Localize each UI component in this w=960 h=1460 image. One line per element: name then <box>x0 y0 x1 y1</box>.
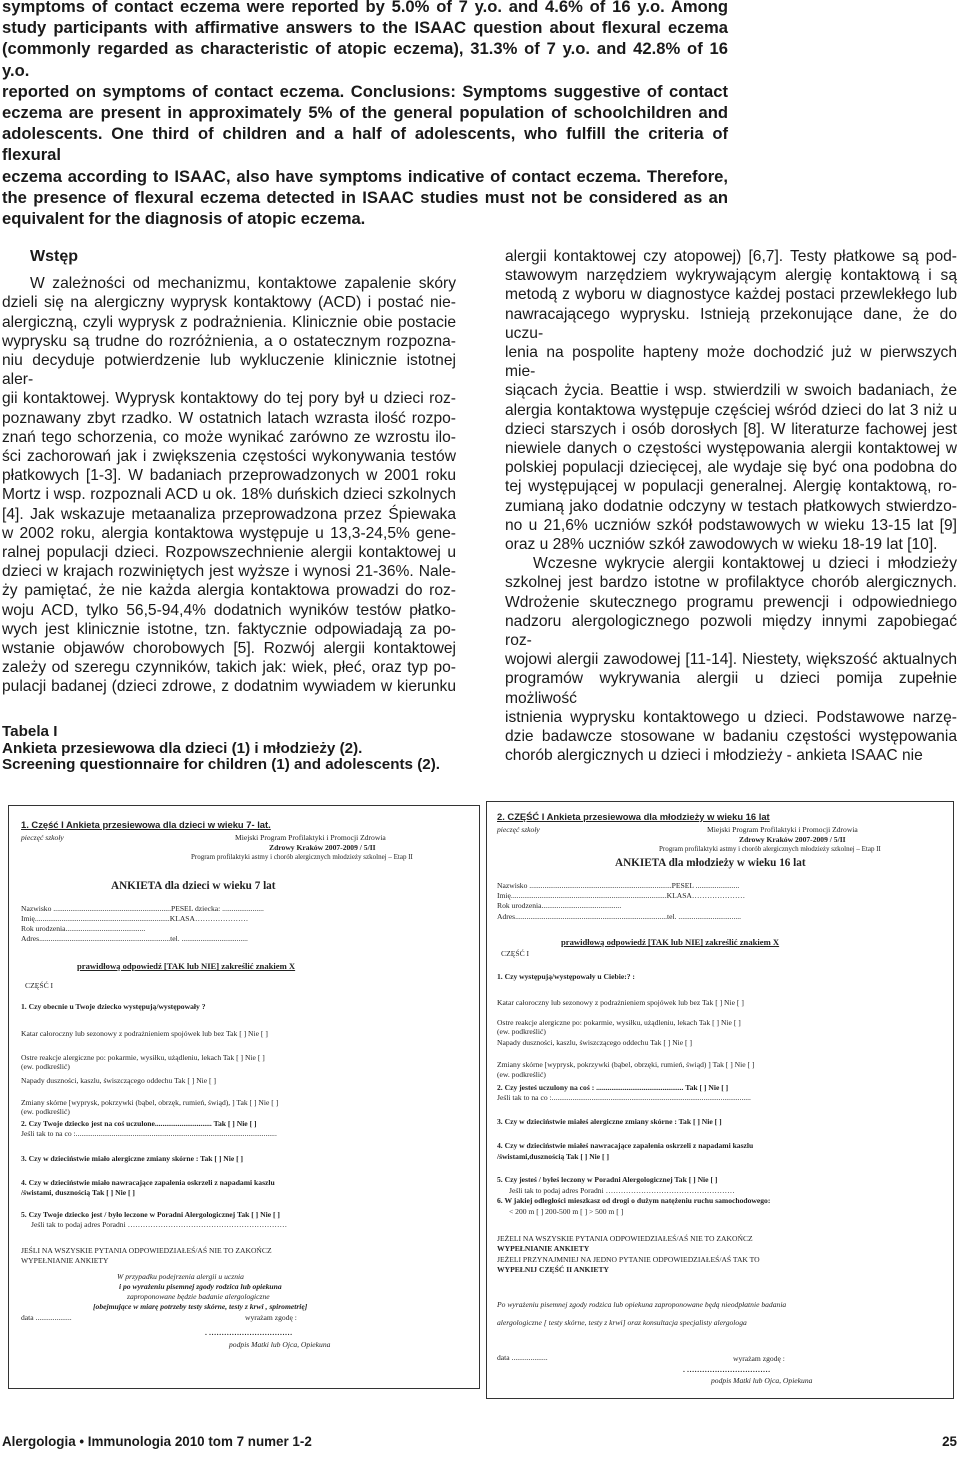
answer-row: Katar całoroczny lub sezonowy z podrażnieniem spojówek lub bez Tak [ ] Nie [ ] <box>497 998 744 1007</box>
question-4: 4. Czy w dzieciństwie miało nawracające zapalenia oskrzeli z napadami kaszlu <box>21 1178 275 1187</box>
text-line: znań tego schorzenia, co może wynikać zarówno ze wzrostu ilo- <box>2 428 456 446</box>
text-line: wych jest klinicznie istotne, tzn. faktycznie odpowiadają za po- <box>2 620 456 638</box>
answer-note: Jeśli tak to na co :......................................................................................................... <box>497 1093 751 1102</box>
text-line: dzieli się na alergiczny wyprysk kontaktowy (ACD) i postać nie- <box>2 294 456 312</box>
text-line: alergiczną, czyli wyprysk z podrażnienia. Klinicznie obie postacie <box>2 313 456 331</box>
answer-row: Ostre reakcje alergiczne po: pokarmie, wysiłku, użądleniu, lekach Tak [ ] Nie [ ] <box>497 1018 741 1027</box>
signature-label: podpis Matki lub Ojca, Opiekuna <box>229 1340 331 1349</box>
text-line: niu decyduje potwierdzenie lub wykluczenie klinicznie istotnej aler- <box>2 352 456 389</box>
form-title: 2. CZĘŚĆ I Ankieta przesiewowa dla młodzieży w wieku 16 lat <box>497 811 770 822</box>
signature-line: . …………………………… <box>683 1365 771 1374</box>
question-6: 6. W jakiej odległości mieszkasz od drogi o dużym natężeniu ruchu samochodowego: <box>497 1196 771 1205</box>
program-description: Program profilaktyki astmy i chorób alergicznych młodzieży szkolnej – Etap II <box>659 845 881 853</box>
text-line: [4]. Jak wskazuje metaanaliza przeprowadzona przez Śpiewaka <box>2 505 456 523</box>
text-line: adolescents. One third of children and a half of adolescents, who fulfill the criteria of flexural <box>2 124 728 165</box>
field-address: Adres................................................................................tel. ................................. <box>497 912 742 921</box>
form-title: 1. Część I Ankieta przesiewowa dla dzieci w wieku 7- lat. <box>21 819 271 830</box>
text-line: study participants with affirmative answers to the ISAAC question about flexural eczema <box>2 18 728 38</box>
answer-row: Napady duszności, kaszlu, świszczącego oddechu Tak [ ] Nie [ ] <box>497 1038 693 1047</box>
text-line: alergia kontaktowa występuje częściej wśród dzieci do lat 3 niż u <box>505 401 957 419</box>
field-surname: Nazwisko ..............................................................PESEL dziecka: ...................... <box>21 904 264 913</box>
text-line: Mortz i wsp. rozpoznali ACD u ok. 18% duńskich dzieci szkolnych <box>2 486 456 504</box>
consent-text: zaproponowane będzie badanie alergologiczne <box>127 1292 270 1301</box>
program-name: Miejski Program Profilaktyki i Promocji Zdrowia <box>707 825 858 834</box>
school-stamp: pieczęć szkoły <box>497 825 540 834</box>
answer-row: Zmiany skórne [wyprysk, pokrzywki (bąbel, obrzęki, rumień, świąd) ] Tak [ ] Nie [ ] <box>497 1060 755 1069</box>
text-line: wojowi alergii zawodowej [11-14]. Niestety, większość aktualnych <box>505 651 957 669</box>
text-line: programów wykrywania alergii u dzieci pomija zupełnie możliwość <box>505 670 957 707</box>
text-line: equivalent for the diagnosis of atopic eczema. <box>2 209 366 229</box>
instruction-end: JEŚLI NA WSZYSKIE PYTANIA ODPOWIEDZIAŁEŚ/AŚ NIE TO ZAKOŃCZ <box>21 1246 272 1255</box>
program-description: Program profilaktyki astmy i chorób alergicznych młodzieży szkolnej – Etap II <box>191 853 413 861</box>
answer-row: Napady duszności, kaszlu, świszczącego oddechu Tak [ ] Nie [ ] <box>21 1076 217 1085</box>
form-heading: ANKIETA dla dzieci w wieku 7 lat <box>111 880 276 892</box>
text-line: wstanie objawów chorobowych [5]. Rozwój alergii kontaktowej <box>2 640 456 658</box>
form-heading: ANKIETA dla młodzieży w wieku 16 lat <box>615 857 806 869</box>
text-line: woju ACD, tylko 56,5-94,4% dodatnich wyników testów płatko- <box>2 601 456 619</box>
signature-line: . …………………………… <box>205 1328 293 1337</box>
answer-note: Jeśli tak to podaj adres Poradni …………………………………………… <box>509 1186 735 1195</box>
text-line: ści zachorowań jak i zwiększenia częstości wykonywania testów <box>2 448 456 466</box>
instruction: prawidłową odpowiedź [TAK lub NIE] zakreślić znakiem X <box>561 937 780 947</box>
part-label: CZĘŚĆ I <box>25 981 54 990</box>
text-line: niewiele danych o częstości występowania alergii kontaktowej w <box>505 440 957 458</box>
answer-row: Ostre reakcje alergiczne po: pokarmie, wysiłku, użądleniu, lekach Tak [ ] Nie [ ] <box>21 1053 265 1062</box>
text-line: płatkowych [1-3]. W badaniach przeprowadzonych w 2001 roku <box>2 467 456 485</box>
intro-right-column <box>505 247 957 765</box>
table-title-en: Screening questionnaire for children (1) and adolescents (2). <box>2 756 440 774</box>
question-1: 1. Czy obecnie u Twoje dziecko występują/występowały ? <box>21 1002 206 1011</box>
intro-right-text <box>505 247 957 765</box>
text-line: nadzoru alergologicznego pozwoli między innymi zapobiegać roz- <box>505 612 957 650</box>
text-line: dzieci starszych i osób dorosłych [8]. W literaturze fachowej jest <box>505 420 957 438</box>
question-4-cont: /świstami, dusznością Tak [ ] Nie [ ] <box>21 1188 135 1197</box>
text-line: W zależności od mechanizmu, kontaktowe zapalenie skóry <box>30 275 456 293</box>
answer-note: Jeśli tak to na co :.......................................................................................................... <box>21 1129 277 1138</box>
question-5: 5. Czy Twoje dziecko jest / było leczone w Poradni Alergologicznej Tak [ ] Nie [ ] <box>21 1210 280 1219</box>
text-line: zumianą jako dodatnie odczyny w testach płatkowych stwierdzo- <box>505 497 957 515</box>
text-line: ży pamiętać, że nie każda alergia kontaktowa prowadzi do roz- <box>2 582 456 600</box>
section-heading: Wstęp <box>30 248 78 265</box>
consent-label: wyrażam zgodę : <box>245 1313 297 1322</box>
text-line: dzieci w krajach rozwiniętych jest wyższe i wynosi 21-36%. Nale- <box>2 563 456 581</box>
instruction-end: JEŻELI PRZYNAJMNIEJ NA JEDNO PYTANIE ODPOWIEDZIAŁEŚ/AŚ TAK TO <box>497 1255 760 1264</box>
text-line: nawracającego wyprysku. Istnieją przekonujące dane, że do uczu- <box>505 305 957 342</box>
answer-row: Zmiany skórne [wyprysk, pokrzywki (bąbel, obrzęk, rumień, świąd), ] Tak [ ] Nie [ ] <box>21 1098 279 1107</box>
instruction-end: WYPEŁNIANIE ANKIETY <box>497 1244 590 1253</box>
answer-note: Jeśli tak to podaj adres Poradni ……………………………………………………… <box>31 1220 288 1229</box>
text-line: oraz u 28% uczniów szkół zawodowych w wieku 18-19 lat [10]. <box>505 536 938 554</box>
question-4: 4. Czy w dzieciństwie miałeś nawracające zapalenia oskrzeli z napadami kaszlu <box>497 1141 754 1150</box>
page-footer <box>2 1434 957 1449</box>
intro-left-column <box>2 247 456 697</box>
text-line: eczema according to ISAAC, also have symptoms indicative of contact eczema. Therefore, <box>2 166 728 186</box>
text-line: gii kontaktowej. Wyprysk kontaktowy do tej pory był u dzieci roz- <box>2 390 456 408</box>
text-line: zależy od szeregu czynników, takich jak: wiek, płeć, oraz typ po- <box>2 659 456 677</box>
question-3: 3. Czy w dzieciństwie miało alergiczne zmiany skórne : Tak [ ] Nie [ ] <box>21 1154 244 1163</box>
text-line: Wczesne wykrycie alergii kontaktowej u dzieci i młodzieży <box>533 555 957 573</box>
text-line: lenia na pospolite hapteny może dochodzić już w pierwszych mie- <box>505 344 957 381</box>
text-line: szkolnej jest bardzo istotne w profilaktyce chorób alergicznych. <box>505 574 957 592</box>
date-field: data ................... <box>497 1353 548 1362</box>
consent-text: Po wyrażeniu pisemnej zgody rodzica lub opiekuna zaproponowane będą nieodpłatnie badania <box>497 1300 787 1309</box>
question-1: 1. Czy występują/występowały u Ciebie:? : <box>497 972 635 981</box>
school-stamp: pieczęć szkoły <box>21 833 64 842</box>
text-line: istnienia wyprysku kontaktowego u dzieci. Podstawowe narzę- <box>505 708 957 726</box>
text-line: stawowym narzędziem wykrywającym alergię kontaktową i są <box>505 267 957 285</box>
consent-text: i po wyrażeniu pisemnej zgody rodzica lub opiekuna <box>119 1282 282 1291</box>
text-line: Wdrożenie skutecznego programu prewencji i odpowiedniego <box>505 593 957 611</box>
text-line: (commonly regarded as characteristic of atopic eczema), 31.3% of 7 y.o. and 42.8% of 16 y.o. <box>2 39 728 80</box>
answer-options: < 200 m [ ] 200-500 m [ ] > 500 m [ ] <box>509 1207 624 1216</box>
field-surname: Nazwisko ...........................................................................PESEL ....................... <box>497 881 740 890</box>
question-5: 5. Czy jesteś / byłeś leczony w Poradni Alergologicznej Tak [ ] Nie [ ] <box>497 1175 718 1184</box>
program-name: Miejski Program Profilaktyki i Promocji Zdrowia <box>235 833 386 842</box>
intro-left-text <box>2 274 456 696</box>
questionnaire-adolescents <box>486 801 954 1399</box>
text-line: poznawany zbyt rzadko. W ostatnich latach wzrasta ilość rozpo- <box>2 409 456 427</box>
text-line: symptoms of contact eczema were reported by 5.0% of 7 y.o. and 4.6% of 16 y.o. Among <box>2 0 728 16</box>
field-address: Adres.....................................................................tel. ................................... <box>21 934 248 943</box>
text-line: alergii kontaktowej czy atopowej) [6,7]. Testy płatkowe są pod- <box>505 248 957 265</box>
field-birth-year: Rok urodzenia.......................................... <box>21 924 146 933</box>
consent-label: wyrażam zgodę : <box>733 1354 785 1363</box>
page-number: 25 <box>942 1434 957 1449</box>
instruction-end: WYPEŁNIANIE ANKIETY <box>21 1256 109 1265</box>
consent-text: [obejmujące w miarę potrzeby testy skórne, testy z krwi , spirometrię] <box>93 1302 308 1311</box>
questionnaire-children <box>8 805 480 1389</box>
answer-note: (ew. podkreślić) <box>21 1107 70 1116</box>
instruction-end: WYPEŁNIJ CZĘŚĆ II ANKIETY <box>497 1265 610 1274</box>
text-line: reported on symptoms of contact eczema. Conclusions: Symptoms suggestive of contact <box>2 81 728 101</box>
text-line: no u 21,6% uczniów szkół podstawowych w wieku 13-15 lat [9] <box>505 516 957 534</box>
text-line: polskiej populacji dziecięcej, ale wydaje się być ona podobna do <box>505 459 957 477</box>
text-line: metodą z wyboru w diagnostyce każdej postaci przewlekłego lub <box>505 286 957 304</box>
question-2: 2. Czy jesteś uczulony na coś : .............................................. Tak [ ] Nie [ ] <box>497 1083 729 1092</box>
question-3: 3. Czy w dzieciństwie miałeś alergiczne zmiany skórne : Tak [ ] Nie [ ] <box>497 1117 722 1126</box>
text-line: siącach życia. Beattie i wsp. stwierdzili w swoich badaniach, że <box>505 382 957 400</box>
answer-note: (ew. podkreślić) <box>497 1070 546 1079</box>
text-line: w 2002 roku, alergia kontaktowa występuje u 13,3-24,5% gene- <box>2 524 456 542</box>
program-code: Zdrowy Kraków 2007-2009 / 5/II <box>269 843 376 852</box>
abstract-text <box>2 0 728 229</box>
journal-name: Alergologia • Immunologia 2010 tom 7 numer 1-2 <box>2 1434 312 1449</box>
text-line: dzie badawcze stosowane w badaniu częstości występowania <box>505 728 957 746</box>
date-field: data ................... <box>21 1313 72 1322</box>
text-line: the presence of flexural eczema detected in ISAAC studies must not be considered as an <box>2 187 728 207</box>
table-label: Tabela I <box>2 723 58 740</box>
text-line: eczema are present in approximately 5% of the general population of schoolchildren and <box>2 103 728 123</box>
consent-text: W przypadku podejrzenia alergii u ucznia <box>117 1272 244 1281</box>
text-line: ralnej populacji dzieci. Rozpowszechnienie alergii kontaktowej u <box>2 544 456 562</box>
field-birth-year: Rok urodzenia.......................................... <box>497 901 622 910</box>
table-title-pl: Ankieta przesiewowa dla dzieci (1) i młodzieży (2). <box>2 739 363 757</box>
consent-text: alergologiczne [ testy skórne, testy z krwi] oraz konsultacja specjalisty alergologa <box>497 1318 747 1327</box>
answer-row: Katar całoroczny lub sezonowy z podrażnieniem spojówek lub bez Tak [ ] Nie [ ] <box>21 1029 268 1038</box>
text-line: chorób alergicznych u dzieci i młodzieży - ankieta ISAAC nie <box>505 747 923 765</box>
signature-label: podpis Matki lub Ojca, Opiekuna <box>711 1376 813 1385</box>
text-line: wyprysku są trudne do rozróżnienia, a o ostatecznym rozpozna- <box>2 332 456 350</box>
table-caption <box>2 724 440 774</box>
question-2: 2. Czy Twoje dziecko jest na coś uczulone.............................. Tak [ ] Nie [ ] <box>21 1119 257 1128</box>
answer-note: (ew. podkreślić) <box>21 1062 70 1071</box>
text-line: tej występującej w populacji generalnej. Alergię kontaktową, ro- <box>505 478 957 496</box>
instruction: prawidłową odpowiedź [TAK lub NIE] zakreślić znakiem X <box>77 961 296 971</box>
part-label: CZĘŚĆ I <box>501 949 530 958</box>
field-name: Imię..................................................................................KLASA………………… <box>497 891 746 900</box>
program-code: Zdrowy Kraków 2007-2009 / 5/II <box>739 835 846 844</box>
answer-note: (ew. podkreślić) <box>497 1027 546 1036</box>
text-line: pulacji badanej (dzieci zdrowe, z dodatnim wywiadem w kierunku <box>2 678 456 696</box>
question-4-cont: /świstami,dusznością Tak [ ] Nie [ ] <box>497 1152 610 1161</box>
instruction-end: JEŻELI NA WSZYSKIE PYTANIA ODPOWIEDZIAŁEŚ/AŚ NIE TO ZAKOŃCZ <box>497 1234 753 1243</box>
field-name: Imię.......................................................................KLASA………………… <box>21 914 249 923</box>
